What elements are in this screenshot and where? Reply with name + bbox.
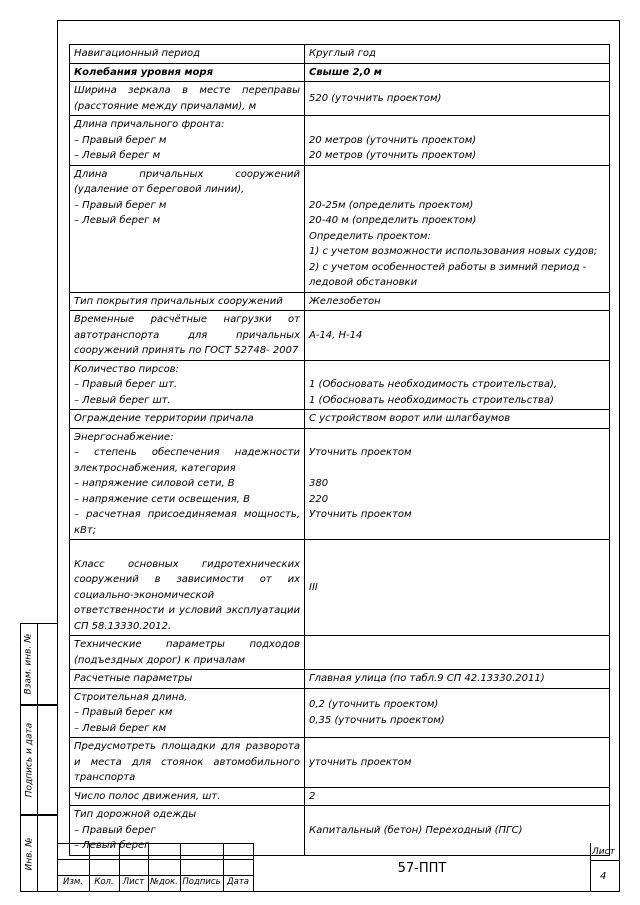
value-cell: Железобетон (305, 292, 610, 311)
sidebar-inv-label: Инв. № (24, 836, 35, 871)
parameter-cell: Тип дорожной одежды – Правый берег – Левый берег (70, 806, 305, 856)
value-cell: Главная улица (по табл.9 СП 42.13330.2011) (305, 670, 610, 689)
value-cell: 0,2 (уточнить проектом) 0,35 (уточнить проектом) (305, 688, 610, 738)
parameter-cell: Энергоснабжение: – степень обеспечения надежности электроснабжения, категория – напряжение силовой сети, В – напряжение сети освещения, В – расчетная присоединяемая мощность, кВт; (70, 428, 305, 540)
value-cell: С устройством ворот или шлагбаумов (305, 410, 610, 429)
parameter-cell: Класс основных гидротехнических сооружений в зависимости от их социально-экономической ответственности и условий эксплуатации СП 58.13330.2012. (70, 540, 305, 636)
parameter-cell: Число полос движения, шт. (70, 787, 305, 806)
parameter-cell: Тип покрытия причальных сооружений (70, 292, 305, 311)
table-row (70, 636, 610, 670)
parameter-cell: Предусмотреть площадки для разворота и места для стоянок автомобильного транспорта (70, 738, 305, 788)
parameter-cell: Длина причального фронта: – Правый берег м – Левый берег м (70, 116, 305, 166)
value-cell: III (305, 540, 610, 636)
document-code: 57-ППТ (397, 860, 447, 876)
table-row (70, 410, 610, 429)
table-row (70, 82, 610, 116)
value-cell: 520 (уточнить проектом) (305, 82, 610, 116)
parameter-cell: Количество пирсов: – Правый берег шт. – Левый берег шт. (70, 360, 305, 410)
parameter-cell: Колебания уровня моря (70, 63, 305, 82)
table-row (70, 45, 610, 64)
parameter-cell: Длина причальных сооружений (удаление от береговой линии), – Правый берег м – Левый берег м (70, 165, 305, 292)
stamp-header-podpis: Подпись (182, 877, 221, 887)
table-row (70, 428, 610, 540)
sheet-label: Лист (592, 847, 615, 857)
table-row (70, 165, 610, 292)
stamp-header-ndok: №док. (150, 877, 178, 887)
table-row (70, 116, 610, 166)
value-cell: 2 (305, 787, 610, 806)
parameter-cell: Ширина зеркала в месте переправы (расстояние между причалами), м (70, 82, 305, 116)
table-row (70, 360, 610, 410)
stamp-header-izm: Изм. (63, 877, 83, 887)
value-cell: Свыше 2,0 м (305, 63, 610, 82)
value-cell: 20 метров (уточнить проектом) 20 метров (уточнить проектом) (305, 116, 610, 166)
stamp-header-data: Дата (226, 877, 249, 887)
stamp-header-list: Лист (122, 877, 145, 887)
parameter-cell: Навигационный период (70, 45, 305, 64)
table-row (70, 670, 610, 689)
table-row (70, 292, 610, 311)
sidebar-signature-date (20, 705, 57, 815)
table-row (70, 688, 610, 738)
specification-table (69, 44, 610, 856)
table-row (70, 738, 610, 788)
table-row (70, 63, 610, 82)
parameter-cell: Строительная длина, – Правый берег км – Левый берег км (70, 688, 305, 738)
value-cell: А-14, Н-14 (305, 311, 610, 361)
parameter-cell: Технические параметры подходов (подъездных дорог) к причалам (70, 636, 305, 670)
value-cell: 20-25м (определить проектом) 20-40 м (определить проектом) Определить проектом: 1) с учетом возможности использования новых судов; 2) с учетом особенностей работы в зимний период - ледовой обстановки (305, 165, 610, 292)
value-cell: 1 (Обосновать необходимость строительства), 1 (Обосновать необходимость строительства) (305, 360, 610, 410)
value-cell: Уточнить проектом 380 220 Уточнить проектом (305, 428, 610, 540)
parameter-cell: Ограждение территории причала (70, 410, 305, 429)
value-cell: Круглый год (305, 45, 610, 64)
sidebar-signature-label: Подпись и дата (24, 722, 34, 798)
value-cell: уточнить проектом (305, 738, 610, 788)
sidebar-vzam-inv (20, 623, 57, 705)
table-row (70, 540, 610, 636)
sheet-number: 4 (600, 871, 607, 882)
parameter-cell: Временные расчётные нагрузки от автотранспорта для причальных сооружений принять по ГОСТ 52748- 2007 (70, 311, 305, 361)
table-row (70, 787, 610, 806)
value-cell: Капитальный (бетон) Переходный (ПГС) (305, 806, 610, 856)
stamp-header-kol: Кол. (94, 877, 114, 887)
parameter-cell: Расчетные параметры (70, 670, 305, 689)
sidebar-vzam-label: Взам. инв. № (24, 633, 35, 695)
value-cell (305, 636, 610, 670)
table-row (70, 311, 610, 361)
sidebar-inv-no (20, 815, 57, 892)
